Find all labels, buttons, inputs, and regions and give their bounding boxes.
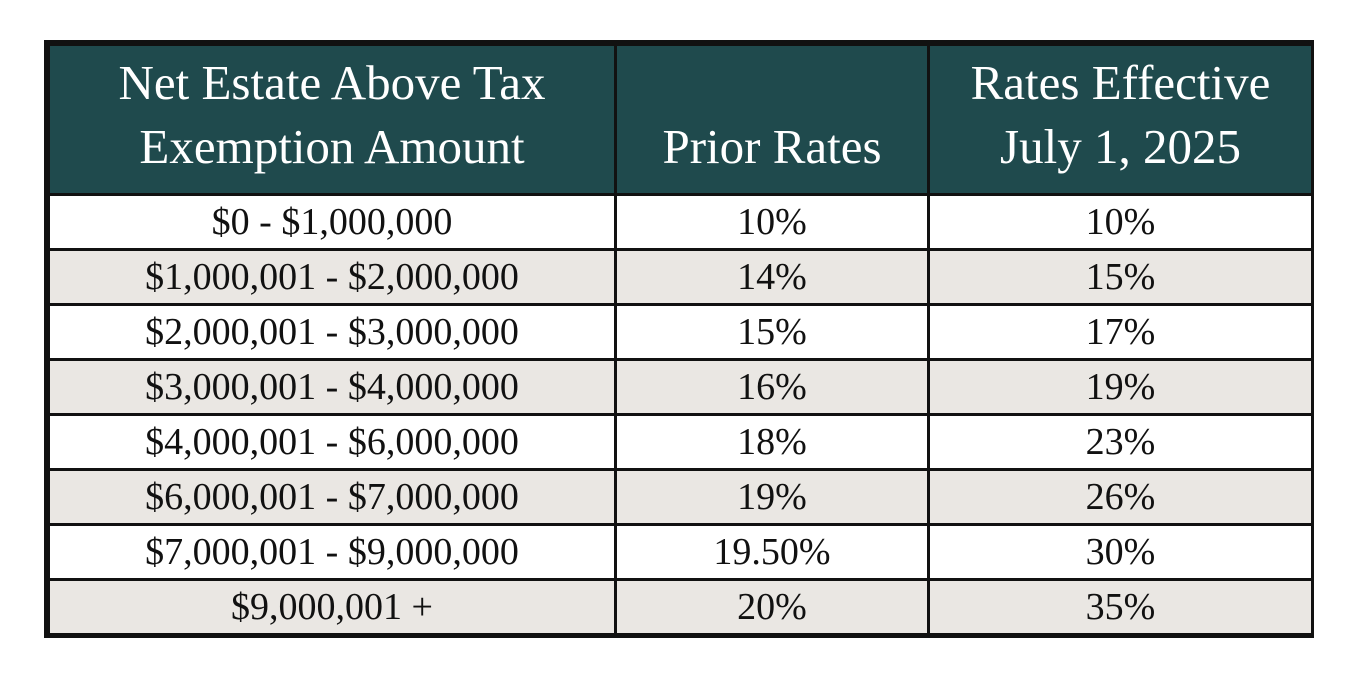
cell-range: $2,000,001 - $3,000,000 [49, 305, 616, 360]
table-header-row [49, 45, 1313, 195]
header-net-estate [49, 45, 616, 195]
cell-prior-rate: 14% [616, 250, 929, 305]
header-rates-effective-line-2: July 1, 2025 [1000, 119, 1241, 174]
cell-range: $0 - $1,000,000 [49, 195, 616, 250]
estate-tax-rate-table [44, 40, 1314, 638]
cell-effective-rate: 15% [929, 250, 1313, 305]
cell-effective-rate: 17% [929, 305, 1313, 360]
header-prior-rates [616, 45, 929, 195]
cell-range: $6,000,001 - $7,000,000 [49, 470, 616, 525]
table-row [49, 250, 1313, 305]
cell-range: $4,000,001 - $6,000,000 [49, 415, 616, 470]
cell-prior-rate: 19.50% [616, 525, 929, 580]
cell-prior-rate: 15% [616, 305, 929, 360]
header-net-estate-line-1: Net Estate Above Tax [118, 55, 546, 110]
cell-prior-rate: 10% [616, 195, 929, 250]
table-row [49, 525, 1313, 580]
cell-prior-rate: 18% [616, 415, 929, 470]
cell-range: $9,000,001 + [49, 580, 616, 635]
cell-range: $3,000,001 - $4,000,000 [49, 360, 616, 415]
cell-effective-rate: 30% [929, 525, 1313, 580]
header-rates-effective-line-1: Rates Effective [970, 55, 1271, 110]
header-rates-effective [929, 45, 1313, 195]
table-row [49, 195, 1313, 250]
cell-range: $1,000,001 - $2,000,000 [49, 250, 616, 305]
table-row [49, 415, 1313, 470]
cell-effective-rate: 35% [929, 580, 1313, 635]
cell-effective-rate: 10% [929, 195, 1313, 250]
cell-effective-rate: 23% [929, 415, 1313, 470]
table-row [49, 360, 1313, 415]
cell-range: $7,000,001 - $9,000,000 [49, 525, 616, 580]
cell-effective-rate: 19% [929, 360, 1313, 415]
cell-prior-rate: 19% [616, 470, 929, 525]
header-net-estate-line-2: Exemption Amount [139, 119, 525, 174]
table-row [49, 580, 1313, 635]
header-prior-rates-line-1: Prior Rates [662, 119, 882, 174]
table-row [49, 470, 1313, 525]
cell-prior-rate: 20% [616, 580, 929, 635]
cell-effective-rate: 26% [929, 470, 1313, 525]
rates-table [47, 43, 1314, 636]
table-row [49, 305, 1313, 360]
cell-prior-rate: 16% [616, 360, 929, 415]
